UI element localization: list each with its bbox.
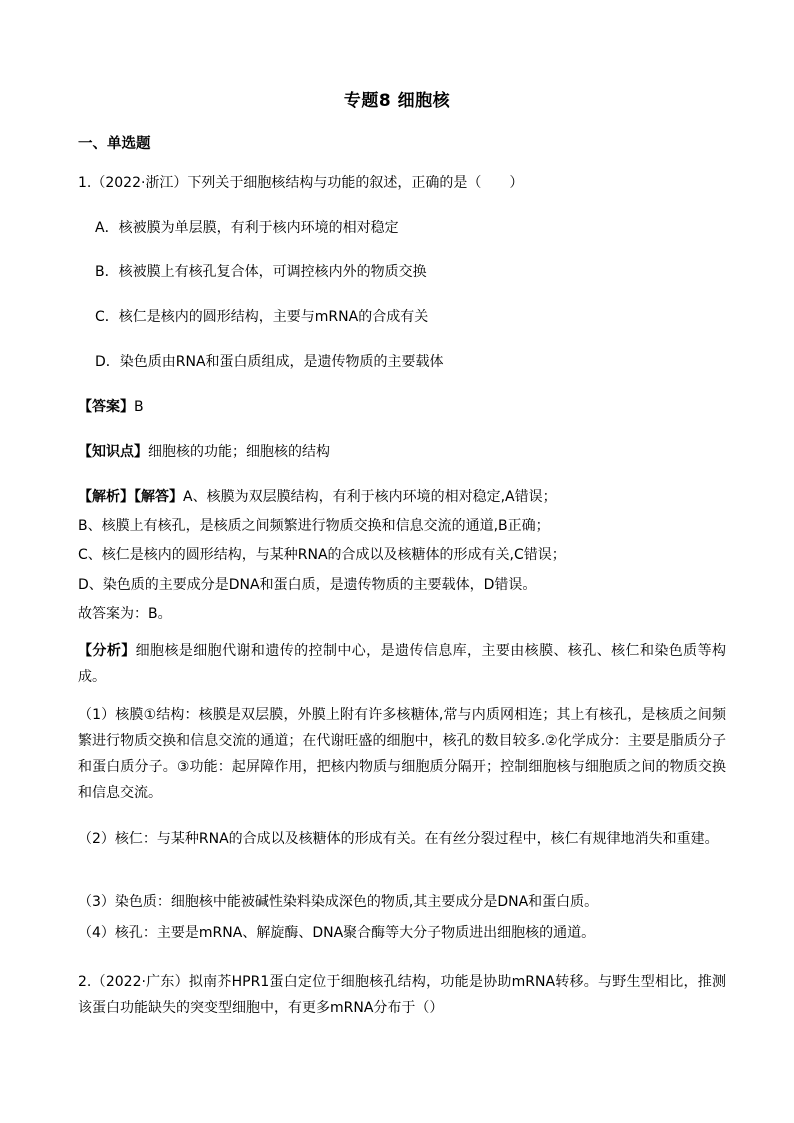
analysis-text-c: C、核仁是核内的圆形结构，与某种RNA的合成以及核糖体的形成有关,C错误； (78, 547, 566, 563)
analysis-text-b: B、核膜上有核孔，是核质之间频繁进行物质交换和信息交流的通道,B正确； (78, 518, 550, 534)
point-1-paragraph: （1）核膜①结构：核膜是双层膜，外膜上附有许多核糖体,常与内质网相连；其上有核孔，是核质之间频繁进行物质交换和信息交流的通道；在代谢旺盛的细胞中，核孔的数目较多.②化学成分：主要是脂质分子和蛋白质分子。③功能：起屏障作用，把核内物质与细胞质分隔开；控制细胞核与细胞质之间的物质交换和信息交流。 (78, 707, 726, 801)
fenxi-paragraph (78, 638, 726, 690)
question-1-option-a: A．核被膜为单层膜，有利于核内环境的相对稳定 (95, 220, 399, 236)
answer-line (78, 398, 144, 416)
point-4-paragraph: （4）核孔：主要是mRNA、解旋酶、DNA聚合酶等大分子物质进出细胞核的通道。 (78, 925, 596, 941)
analysis-tag: 【解析】【解答】 (78, 489, 183, 505)
point-3-paragraph: （3）染色质：细胞核中能被碱性染料染成深色的物质,其主要成分是DNA和蛋白质。 (78, 894, 599, 910)
question-2-stem: 2.（2022·广东）拟南芥HPR1蛋白定位于细胞核孔结构，功能是协助mRNA转移。与野生型相比，推测该蛋白功能缺失的突变型细胞中，有更多mRNA分布于（） (78, 974, 726, 1016)
section-heading: 一、单选题 (78, 136, 151, 152)
question-1-option-c: C．核仁是核内的圆形结构，主要与mRNA的合成有关 (95, 309, 429, 325)
knowledge-point-line (78, 443, 330, 461)
point-2-paragraph: （2）核仁：与某种RNA的合成以及核糖体的形成有关。在有丝分裂过程中，核仁有规律地消失和重建。 (78, 831, 719, 847)
fenxi-text: 细胞核是细胞代谢和遗传的控制中心，是遗传信息库，主要由核膜、核孔、核仁和染色质等构成。 (78, 643, 727, 685)
question-1-stem: 1.（2022·浙江）下列关于细胞核结构与功能的叙述，正确的是（ ） (78, 175, 524, 191)
knowledge-point-tag: 【知识点】 (78, 444, 148, 460)
analysis-text-a: A、核膜为双层膜结构，有利于核内环境的相对稳定,A错误； (183, 489, 557, 505)
fenxi-tag: 【分析】 (78, 643, 136, 659)
question-1-option-b: B．核被膜上有核孔复合体，可调控核内外的物质交换 (95, 264, 427, 280)
question-1-option-d: D．染色质由RNA和蛋白质组成，是遗传物质的主要载体 (95, 354, 444, 370)
analysis-line-1 (78, 488, 557, 506)
knowledge-point-value: 细胞核的功能；细胞核的结构 (148, 444, 330, 460)
page-title: 专题8 细胞核 (343, 91, 451, 111)
answer-tag: 【答案】 (78, 399, 134, 415)
analysis-text-d: D、染色质的主要成分是DNA和蛋白质，是遗传物质的主要载体，D错误。 (78, 577, 537, 593)
answer-value: B (134, 399, 144, 415)
final-answer-text: 故答案为：B。 (78, 606, 172, 622)
